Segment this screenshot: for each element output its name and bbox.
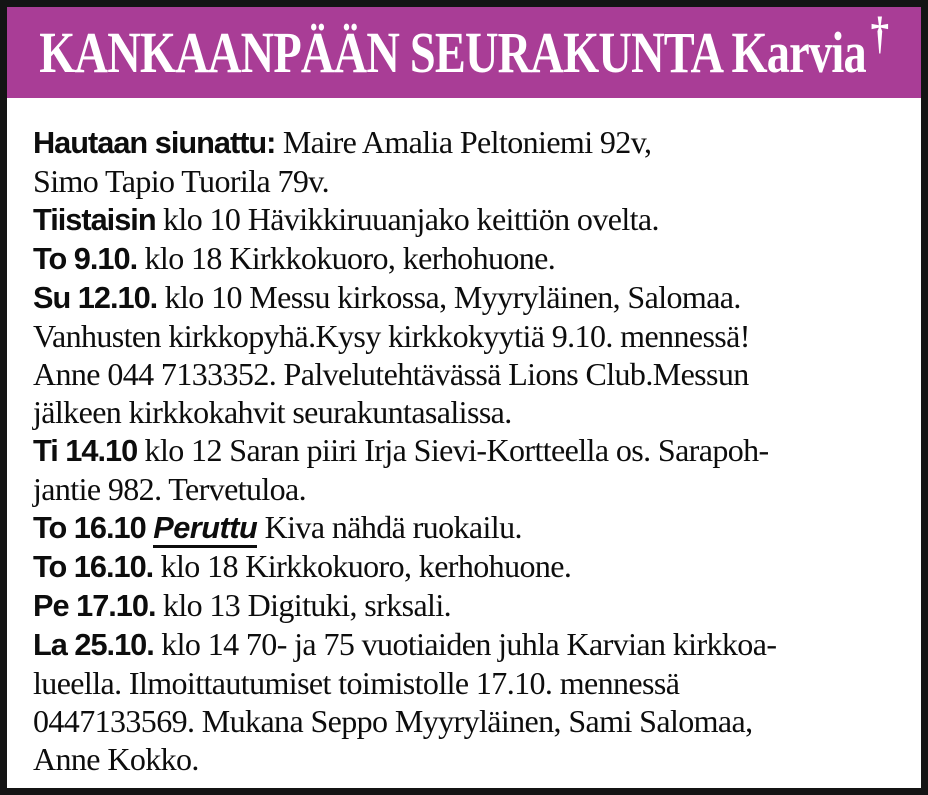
entry-text: klo 14 70- ja 75 vuotiaiden juhla Karvian kirkkoa- bbox=[153, 626, 777, 662]
cancelled-label: Peruttu bbox=[153, 510, 257, 548]
announcement-line bbox=[33, 547, 909, 586]
announcement-line bbox=[33, 317, 909, 355]
announcement-line bbox=[33, 431, 909, 470]
header-title-wrap bbox=[39, 7, 889, 86]
entry-prefix: La 25.10. bbox=[33, 627, 154, 662]
entry-text: jälkeen kirkkokahvit seurakuntasalissa. bbox=[33, 394, 512, 430]
header-banner bbox=[7, 7, 921, 98]
entry-text: Anne 044 7133352. Palvelutehtävässä Lions Club.Messun bbox=[33, 356, 749, 392]
announcement-line bbox=[33, 239, 909, 278]
announcement-line bbox=[33, 278, 909, 317]
cross-icon: † bbox=[870, 7, 889, 58]
entry-text: Maire Amalia Peltoniemi 92v, bbox=[275, 124, 652, 160]
entry-text: lueella. Ilmoittautumiset toimistolle 17.10. mennessä bbox=[33, 665, 680, 701]
entry-text: Kiva nähdä ruokailu. bbox=[257, 509, 522, 545]
entry-prefix: Su 12.10. bbox=[33, 280, 158, 315]
announcement-line bbox=[33, 355, 909, 393]
entry-prefix: Pe 17.10. bbox=[33, 588, 156, 623]
announcement-line bbox=[33, 393, 909, 431]
entry-text: Simo Tapio Tuorila 79v. bbox=[33, 163, 330, 199]
announcement-line bbox=[33, 625, 909, 664]
entry-text: klo 13 Digituki, srksali. bbox=[155, 587, 452, 623]
entry-prefix: Hautaan siunattu: bbox=[33, 125, 276, 160]
announcement-line bbox=[33, 664, 909, 702]
announcement-line bbox=[33, 470, 909, 508]
entry-text: Anne Kokko. bbox=[33, 741, 199, 777]
entry-prefix: To 9.10. bbox=[33, 241, 138, 276]
entry-text: klo 10 Messu kirkossa, Myyryläinen, Salomaa. bbox=[157, 279, 741, 315]
entry-prefix: To 16.10 bbox=[33, 510, 154, 545]
announcement-line bbox=[33, 702, 909, 740]
entry-text: klo 18 Kirkkokuoro, kerhohuone. bbox=[153, 548, 572, 584]
entry-text: 0447133569. Mukana Seppo Myyryläinen, Sami Salomaa, bbox=[33, 703, 753, 739]
announcement-line bbox=[33, 123, 909, 162]
parish-title: KANKAANPÄÄN SEURAKUNTA Karvia bbox=[39, 20, 866, 85]
entry-text: klo 18 Kirkkokuoro, kerhohuone. bbox=[137, 240, 556, 276]
announcement-body bbox=[7, 98, 921, 778]
entry-text: jantie 982. Tervetuloa. bbox=[33, 471, 307, 507]
announcement-line bbox=[33, 508, 909, 547]
announcement-line bbox=[33, 200, 909, 239]
entry-prefix: Ti 14.10 bbox=[33, 433, 138, 468]
entry-prefix: Tiistaisin bbox=[33, 202, 156, 237]
announcement-line bbox=[33, 740, 909, 778]
entry-prefix: To 16.10. bbox=[33, 549, 154, 584]
announcement-line bbox=[33, 162, 909, 200]
entry-text: klo 10 Hävikkiruuanjako keittiön ovelta. bbox=[155, 201, 659, 237]
entry-text: Vanhusten kirkkopyhä.Kysy kirkkokyytiä 9.10. mennessä! bbox=[33, 318, 750, 354]
entry-text: klo 12 Saran piiri Irja Sievi-Kortteella os. Sarapoh- bbox=[137, 432, 769, 468]
announcement-line bbox=[33, 586, 909, 625]
